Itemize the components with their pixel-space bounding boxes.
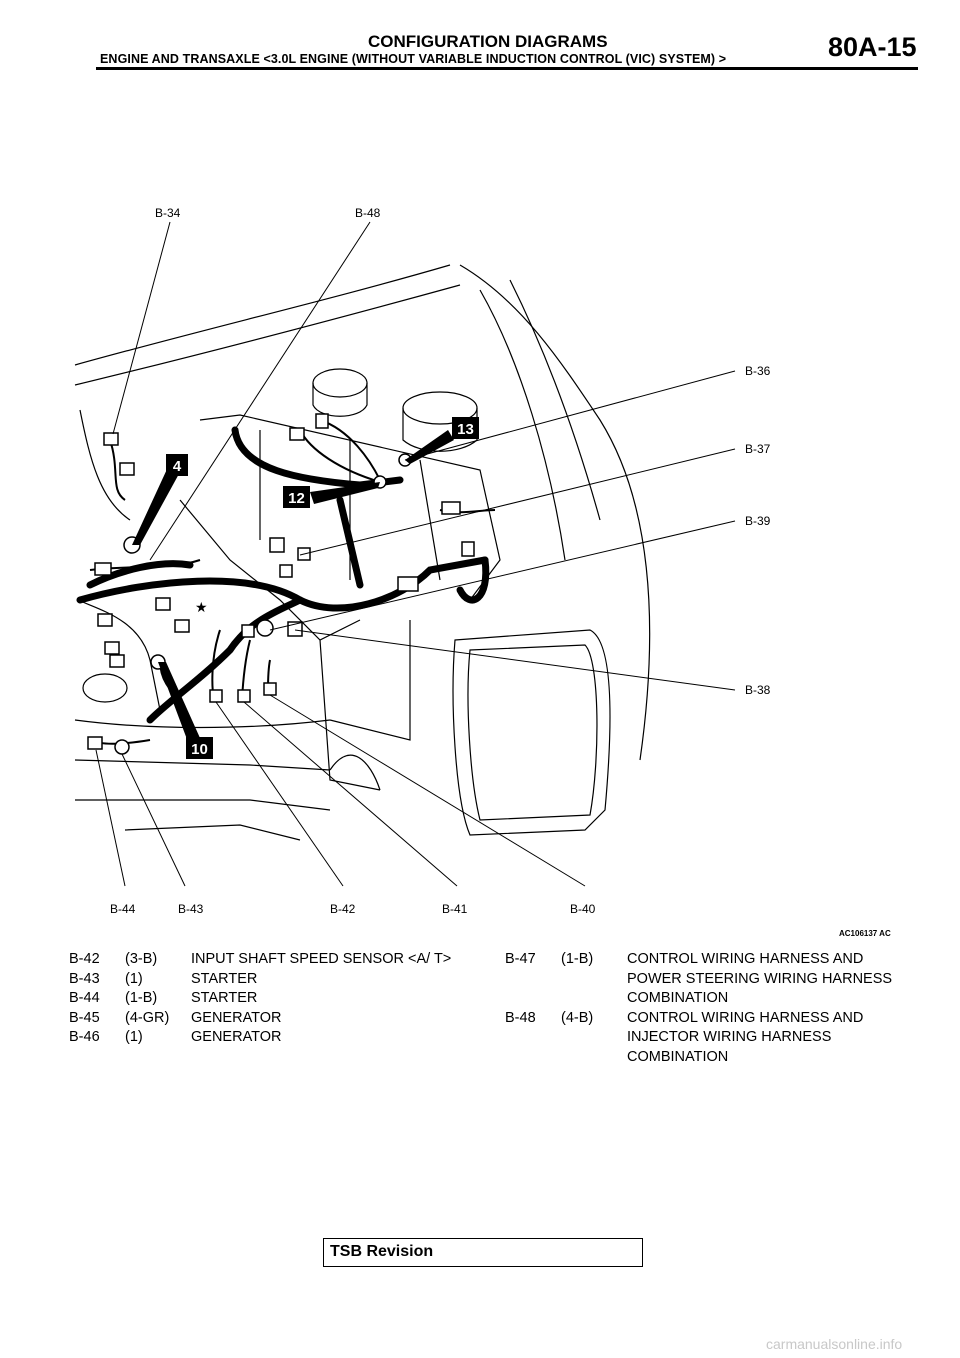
legend-row: B-47 (1-B) CONTROL WIRING HARNESS AND POWER STEERING WIRING HARNESS COMBINATION: [505, 951, 893, 1006]
star-icon: ★: [195, 600, 208, 616]
figure-id: AC106137 AC: [839, 929, 891, 938]
page-subtitle: ENGINE AND TRANSAXLE <3.0L ENGINE (WITHOUT VARIABLE INDUCTION CONTROL (VIC) SYSTEM) >: [100, 52, 727, 66]
page-number: 80A-15: [828, 32, 917, 62]
label-b42: B-42: [330, 902, 356, 916]
leader-lines: [96, 222, 735, 886]
label-b38: B-38: [745, 683, 771, 697]
callout-4: 4: [172, 458, 182, 475]
page-title: CONFIGURATION DIAGRAMS: [368, 32, 608, 51]
tsb-revision-label: TSB Revision: [330, 1243, 434, 1260]
tsb-revision-box: [323, 1238, 643, 1267]
legend-row: B-48 (4-B) CONTROL WIRING HARNESS AND INJECTOR WIRING HARNESS COMBINATION: [505, 1009, 864, 1065]
watermark: carmanualsonline.info: [766, 1336, 903, 1352]
label-b34: B-34: [155, 206, 181, 220]
legend-right: [505, 950, 917, 1067]
label-b37: B-37: [745, 442, 771, 456]
label-b36: B-36: [745, 364, 771, 378]
callout-13: 13: [457, 421, 474, 438]
legend-row: B-44 (1-B) STARTER: [69, 990, 258, 1006]
label-b43: B-43: [178, 902, 204, 916]
legend-row: B-46 (1) GENERATOR: [69, 1029, 282, 1045]
label-b44: B-44: [110, 902, 136, 916]
label-b39: B-39: [745, 514, 771, 528]
label-b48: B-48: [355, 206, 381, 220]
legend-row: B-43 (1) STARTER: [69, 970, 258, 987]
callout-12: 12: [288, 490, 305, 507]
label-b41: B-41: [442, 902, 468, 916]
engine-outline: [75, 265, 650, 840]
legend-row: B-42 (3-B) INPUT SHAFT SPEED SENSOR <A/ T>: [69, 951, 452, 967]
legend-left: [69, 950, 466, 1048]
label-b40: B-40: [570, 902, 596, 916]
legend-row: B-45 (4-GR) GENERATOR: [69, 1009, 282, 1026]
callout-10: 10: [191, 741, 208, 758]
